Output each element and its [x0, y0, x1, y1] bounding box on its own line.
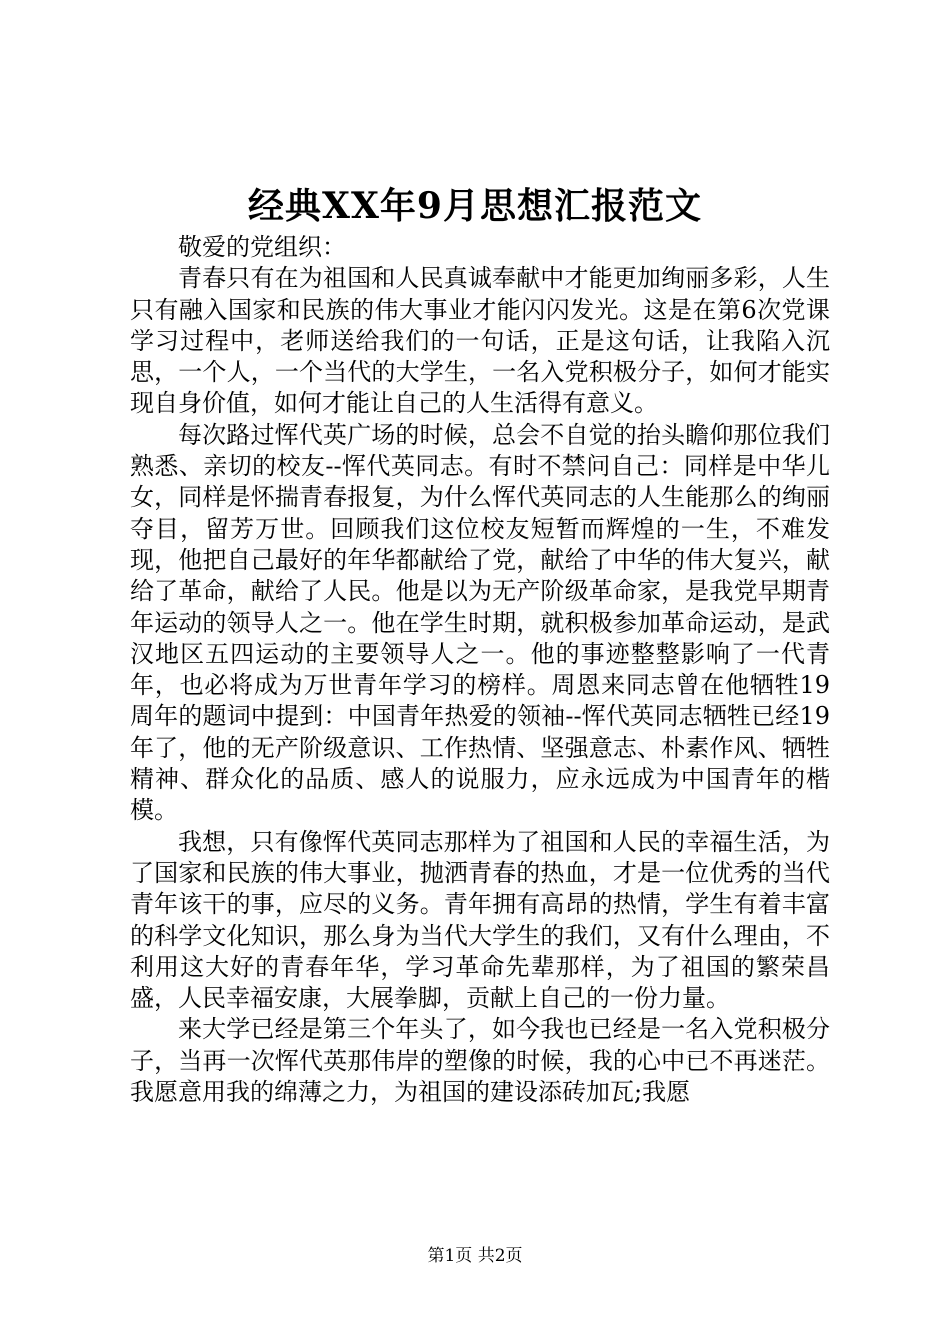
- page-footer: 第1页 共2页: [427, 1246, 523, 1266]
- salutation: 敬爱的党组织：: [178, 233, 346, 261]
- paragraph: 来大学已经是第三个年头了，如今我也已经是一名入党积极分子，当再一次恽代英那伟岸的塑像的时候，我的心中已不再迷茫。我愿意用我的绵薄之力，为祖国的建设添砖加瓦;我愿: [130, 1015, 830, 1107]
- paragraph: 青春只有在为祖国和人民真诚奉献中才能更加绚丽多彩，人生只有融入国家和民族的伟大事业才能闪闪发光。这是在第6次党课学习过程中，老师送给我们的一句话，正是这句话，让我陷入沉思，一个人，一个当代的大学生，一名入党积极分子，如何才能实现自身价值，如何才能让自己的人生活得有意义。: [130, 264, 830, 418]
- document-body: [130, 232, 830, 1108]
- document-title: 经典XX年9月思想汇报范文: [248, 185, 702, 227]
- paragraph: 我想，只有像恽代英同志那样为了祖国和人民的幸福生活，为了国家和民族的伟大事业，抛洒青春的热血，才是一位优秀的当代青年该干的事，应尽的义务。青年拥有高昂的热情，学生有着丰富的科学文化知识，那么身为当代大学生的我们，又有什么理由，不利用这大好的青春年华，学习革命先辈那样，为了祖国的繁荣昌盛，人民幸福安康，大展拳脚，贡献上自己的一份力量。: [130, 827, 830, 1013]
- paragraph: 每次路过恽代英广场的时候，总会不自觉的抬头瞻仰那位我们熟悉、亲切的校友--恽代英同志。有时不禁问自己：同样是中华儿女，同样是怀揣青春报复，为什么恽代英同志的人生能那么的绚丽夺目，留芳万世。回顾我们这位校友短暂而辉煌的一生，不难发现，他把自己最好的年华都献给了党，献给了中华的伟大复兴，献给了革命，献给了人民。他是以为无产阶级革命家，是我党早期青年运动的领导人之一。他在学生时期，就积极参加革命运动，是武汉地区五四运动的主要领导人之一。他的事迹整整影响了一代青年，也必将成为万世青年学习的榜样。周恩来同志曾在他牺牲19周年的题词中提到：中国青年热爱的领袖--恽代英同志牺牲已经19年了，他的无产阶级意识、工作热情、坚强意志、朴素作风、牺牲精神、群众化的品质、感人的说服力，应永远成为中国青年的楷模。: [130, 420, 830, 825]
